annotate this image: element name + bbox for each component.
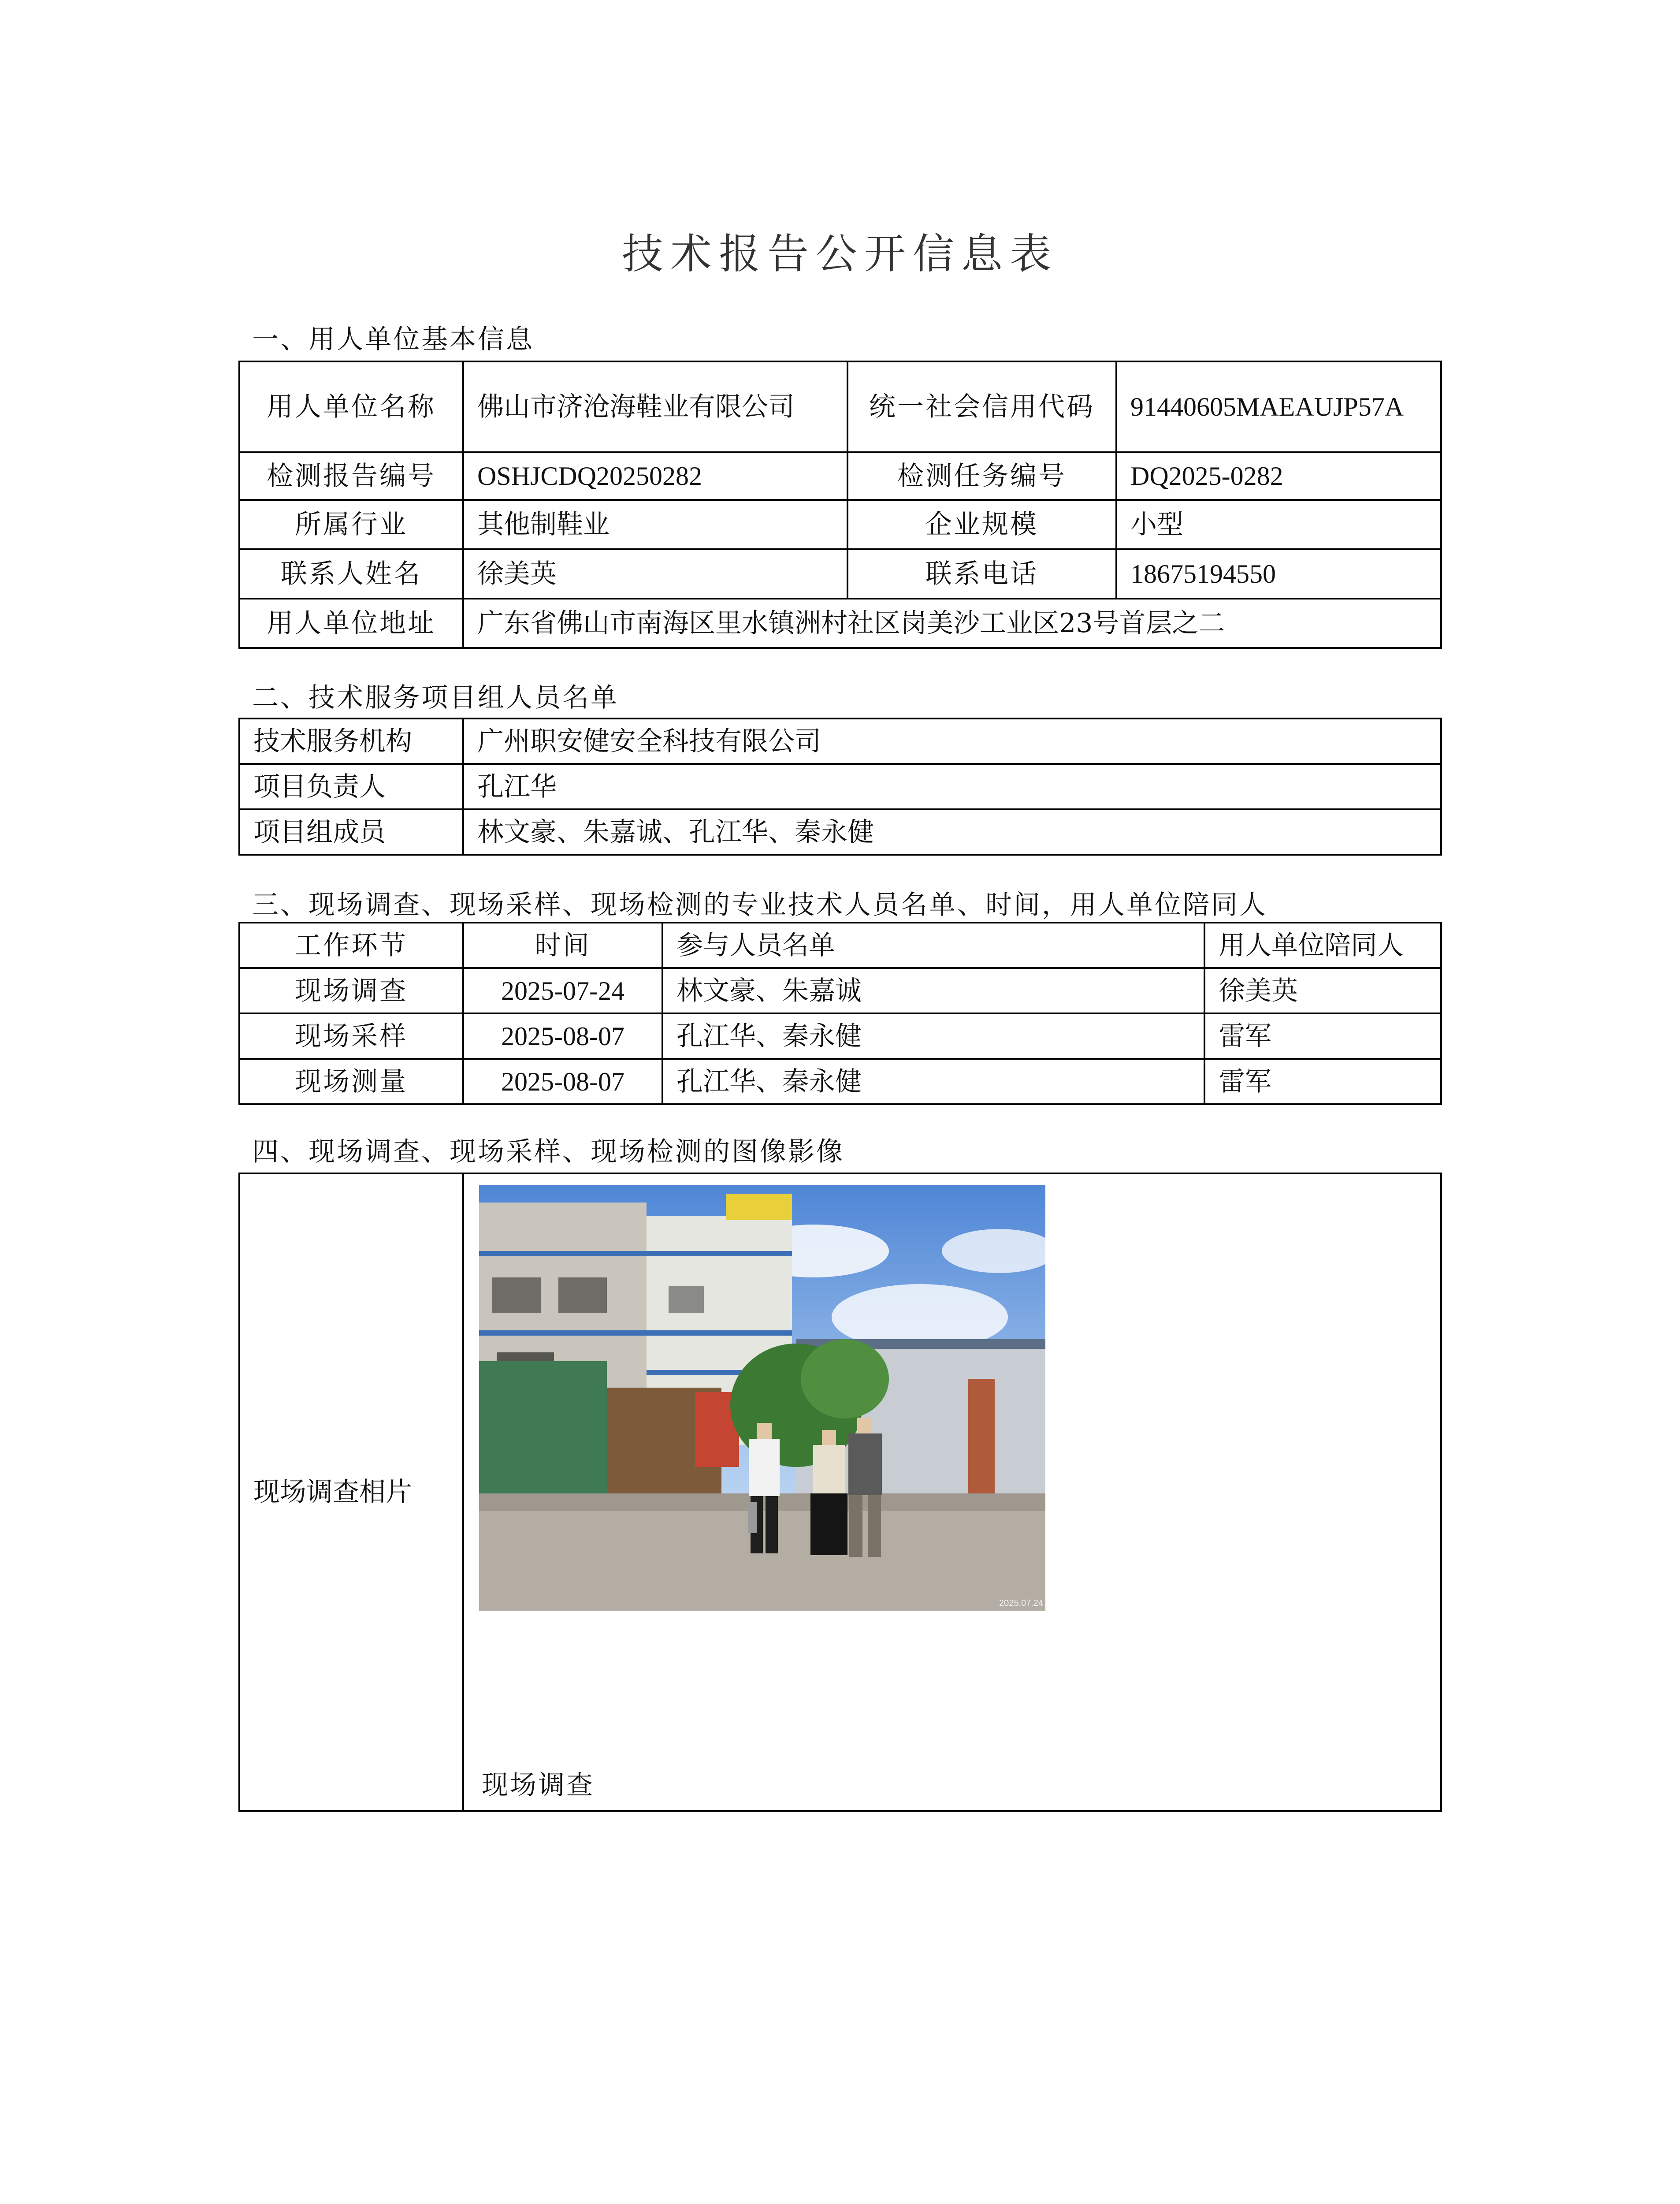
scale-value: 小型 xyxy=(1116,500,1441,549)
leader-label: 项目负责人 xyxy=(239,764,463,809)
escort-cell: 雷军 xyxy=(1204,1013,1441,1059)
credit-code-value: 91440605MAEAUJP57A xyxy=(1116,361,1441,452)
industry-value: 其他制鞋业 xyxy=(463,500,847,549)
section4-heading: 四、现场调查、现场采样、现场检测的图像影像 xyxy=(252,1136,844,1167)
section3-heading: 三、现场调查、现场采样、现场检测的专业技术人员名单、时间，用人单位陪同人 xyxy=(252,890,1267,920)
participants-cell: 孔江华、秦永健 xyxy=(662,1059,1204,1104)
time-cell: 2025-08-07 xyxy=(463,1059,662,1104)
members-value: 林文豪、朱嘉诚、孔江华、秦永健 xyxy=(463,809,1441,855)
phone-value: 18675194550 xyxy=(1116,549,1441,599)
industry-label: 所属行业 xyxy=(239,500,463,549)
image-table xyxy=(238,1173,1442,1812)
table-header-row xyxy=(239,923,1441,968)
credit-code-label: 统一社会信用代码 xyxy=(847,361,1116,452)
table-row xyxy=(239,809,1441,855)
table-row xyxy=(239,500,1441,549)
table-row xyxy=(239,719,1441,764)
unit-info-table xyxy=(238,361,1442,649)
phone-label: 联系电话 xyxy=(847,549,1116,599)
org-label: 技术服务机构 xyxy=(239,719,463,764)
report-no-label: 检测报告编号 xyxy=(239,452,463,500)
table-row xyxy=(239,764,1441,809)
field-work-table xyxy=(238,922,1442,1105)
report-no-value: OSHJCDQ20250282 xyxy=(463,452,847,500)
service-team-table xyxy=(238,718,1442,856)
unit-name-label: 用人单位名称 xyxy=(239,361,463,452)
participants-cell: 林文豪、朱嘉诚 xyxy=(662,968,1204,1013)
site-survey-photo xyxy=(479,1185,1045,1611)
table-row xyxy=(239,1173,1441,1811)
page-title: 技术报告公开信息表 xyxy=(621,230,1058,278)
escort-cell: 雷军 xyxy=(1204,1059,1441,1104)
col-header-escort: 用人单位陪同人 xyxy=(1204,923,1441,968)
unit-name-value: 佛山市济沧海鞋业有限公司 xyxy=(463,361,847,452)
col-header-stage: 工作环节 xyxy=(239,923,463,968)
escort-cell: 徐美英 xyxy=(1204,968,1441,1013)
table-row xyxy=(239,452,1441,500)
section2-heading: 二、技术服务项目组人员名单 xyxy=(252,682,619,713)
task-no-value: DQ2025-0282 xyxy=(1116,452,1441,500)
table-row xyxy=(239,1059,1441,1104)
col-header-participants: 参与人员名单 xyxy=(662,923,1204,968)
stage-cell: 现场采样 xyxy=(239,1013,463,1059)
col-header-time: 时间 xyxy=(463,923,662,968)
time-cell: 2025-07-24 xyxy=(463,968,662,1013)
time-cell: 2025-08-07 xyxy=(463,1013,662,1059)
leader-value: 孔江华 xyxy=(463,764,1441,809)
photo-cell xyxy=(463,1173,1441,1811)
contact-value: 徐美英 xyxy=(463,549,847,599)
address-value: 广东省佛山市南海区里水镇洲村社区岗美沙工业区23号首层之二 xyxy=(463,599,1441,648)
address-label: 用人单位地址 xyxy=(239,599,463,648)
org-value: 广州职安健安全科技有限公司 xyxy=(463,719,1441,764)
photo-caption: 现场调查 xyxy=(482,1770,595,1801)
table-row xyxy=(239,1013,1441,1059)
photo-date-stamp: 2025.07.24 xyxy=(999,1598,1044,1608)
table-row xyxy=(239,599,1441,648)
table-row xyxy=(239,361,1441,452)
section1-heading: 一、用人单位基本信息 xyxy=(252,324,534,355)
scale-label: 企业规模 xyxy=(847,500,1116,549)
members-label: 项目组成员 xyxy=(239,809,463,855)
contact-label: 联系人姓名 xyxy=(239,549,463,599)
table-row xyxy=(239,549,1441,599)
task-no-label: 检测任务编号 xyxy=(847,452,1116,500)
stage-cell: 现场调查 xyxy=(239,968,463,1013)
table-row xyxy=(239,968,1441,1013)
stage-cell: 现场测量 xyxy=(239,1059,463,1104)
participants-cell: 孔江华、秦永健 xyxy=(662,1013,1204,1059)
photo-row-label: 现场调查相片 xyxy=(239,1173,463,1811)
